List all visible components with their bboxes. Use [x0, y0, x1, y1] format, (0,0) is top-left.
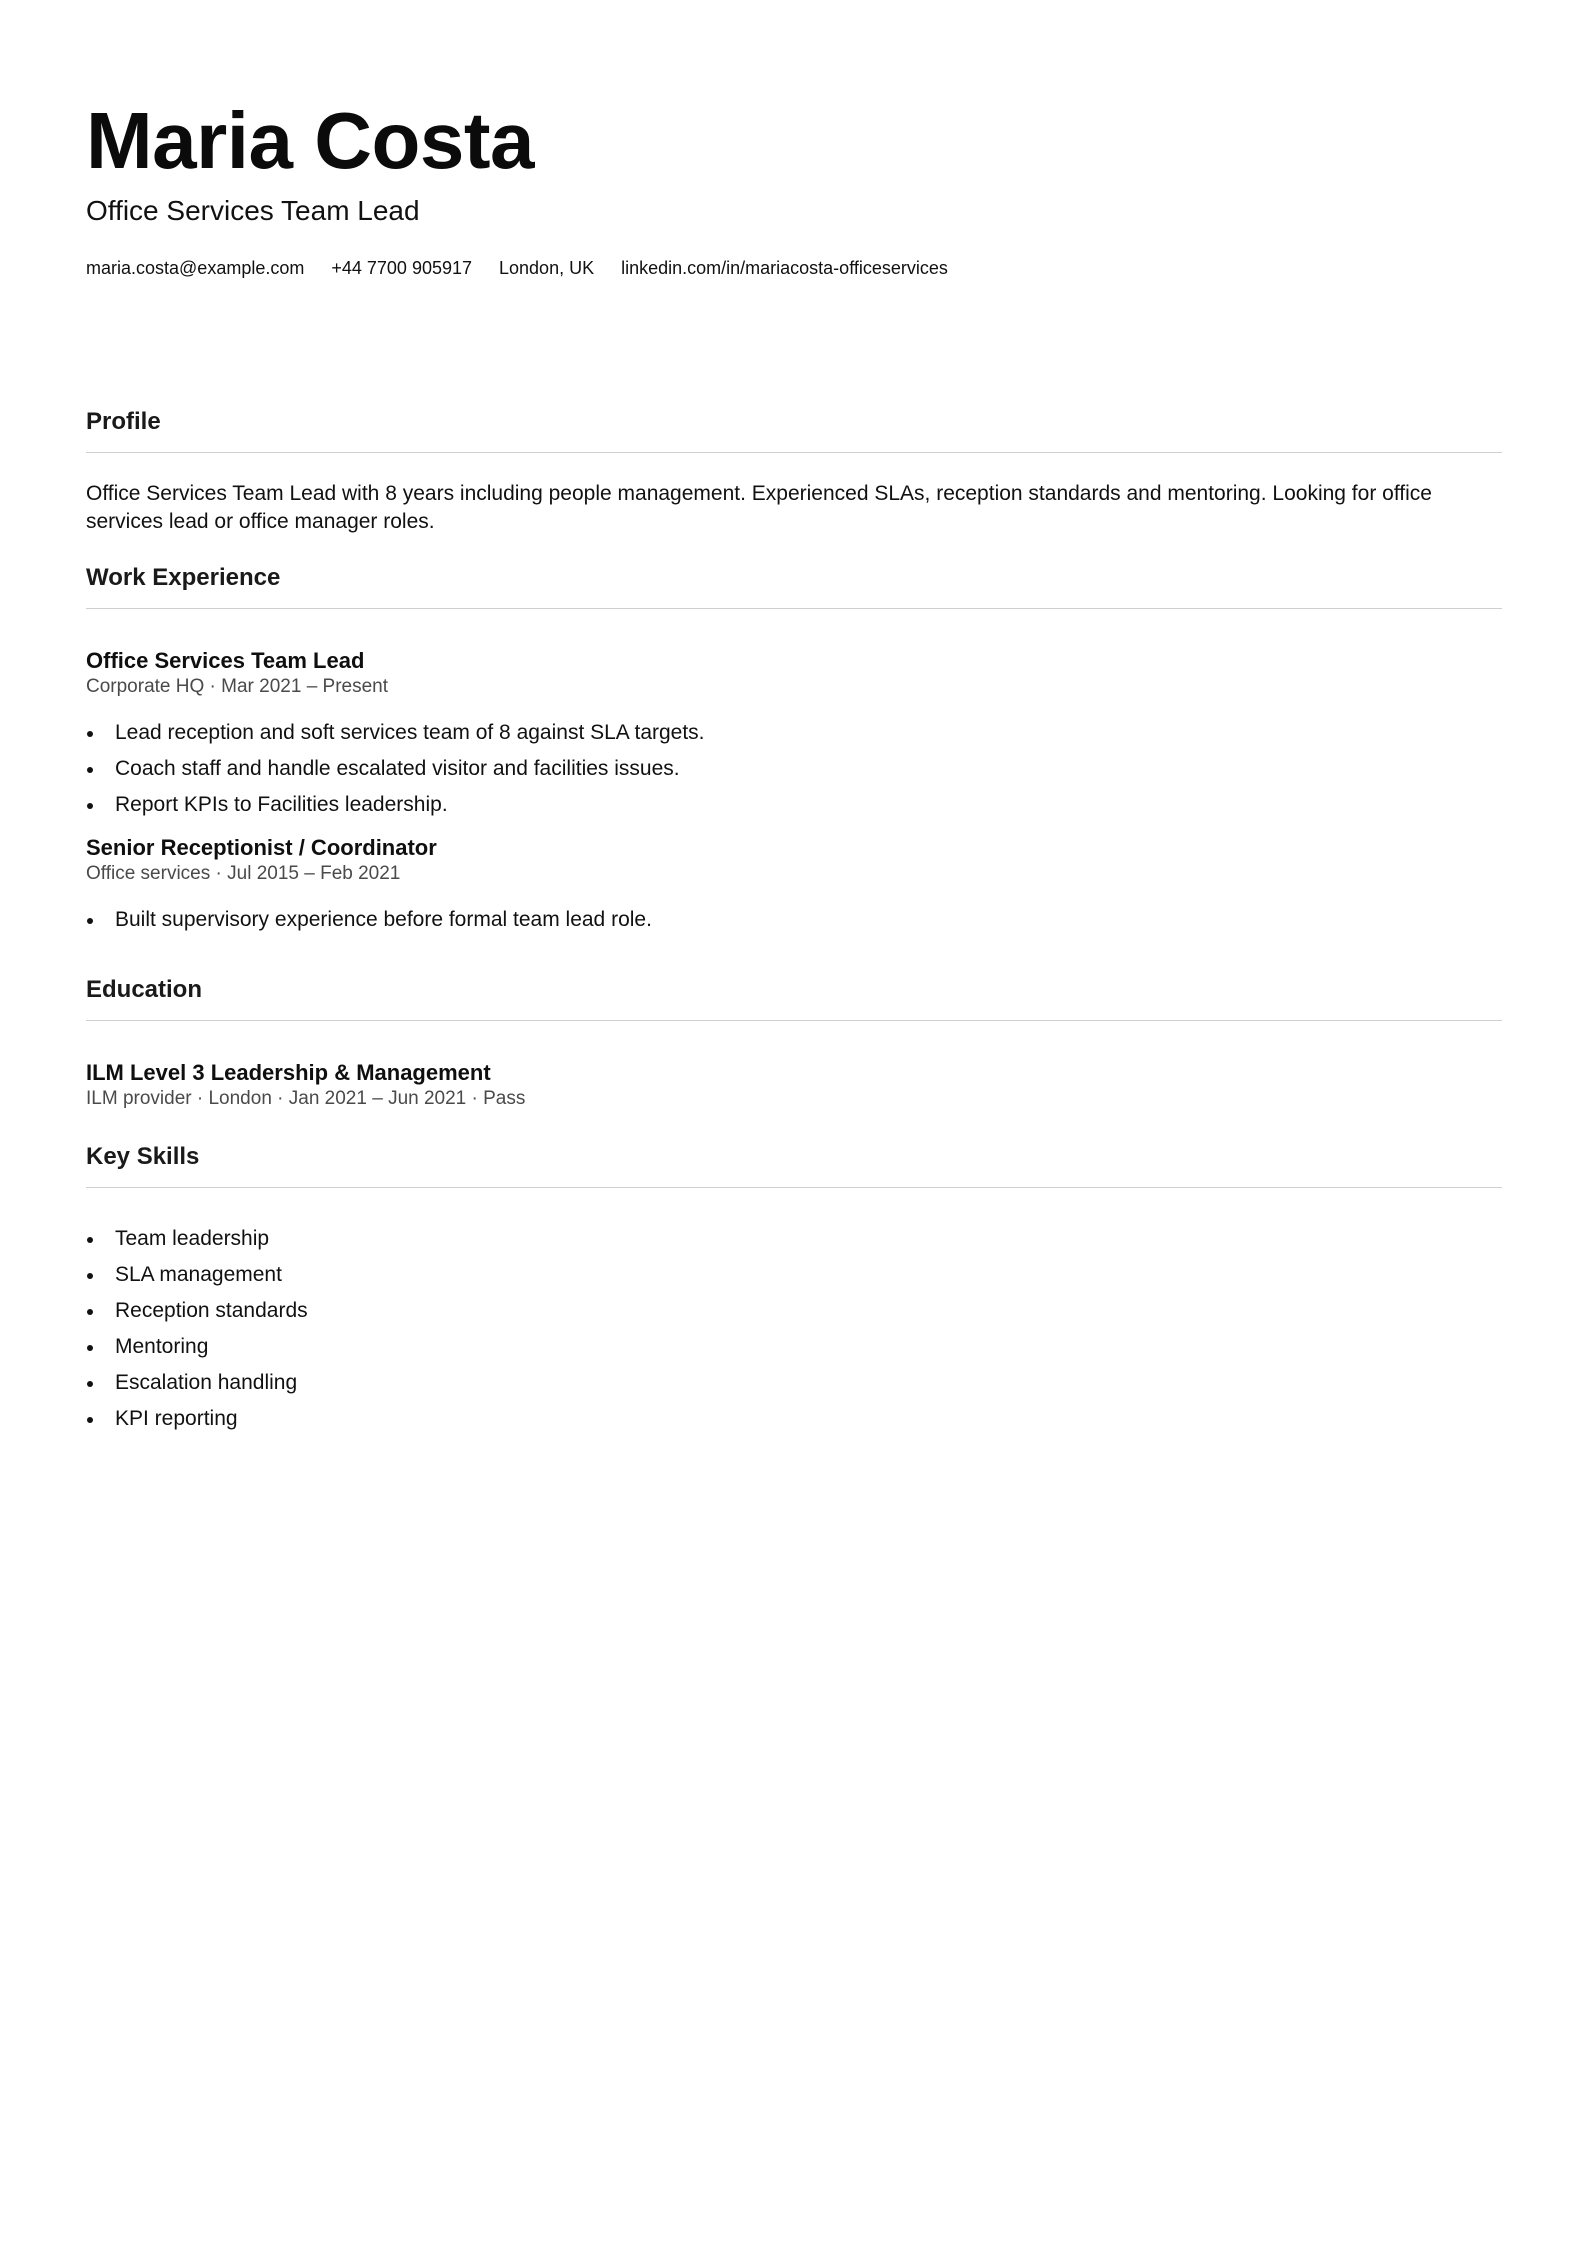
job-bullets	[86, 715, 1502, 823]
skill-item: Reception standards	[86, 1293, 1502, 1329]
job-bullet: Coach staff and handle escalated visitor and facilities issues.	[86, 751, 1502, 787]
skill-item: Mentoring	[86, 1329, 1502, 1365]
profile-section	[86, 407, 1502, 536]
job-meta: Corporate HQ · Mar 2021 – Present	[86, 676, 389, 697]
education-section	[86, 975, 1502, 1111]
skill-item: Escalation handling	[86, 1365, 1502, 1401]
job-bullet: Lead reception and soft services team of 8 against SLA targets.	[86, 715, 1502, 751]
education-qualification: ILM Level 3 Leadership & Management	[86, 1060, 491, 1085]
education-meta: ILM provider · London · Jan 2021 – Jun 2021 · Pass	[86, 1088, 526, 1109]
profile-summary: Office Services Team Lead with 8 years including people management. Experienced SLAs, reception standards and mentoring. Looking for office services lead or office manager roles.	[86, 482, 1432, 533]
section-title-experience: Work Experience	[86, 564, 281, 591]
education-entry	[86, 1059, 1502, 1111]
job-meta: Office services · Jul 2015 – Feb 2021	[86, 863, 401, 884]
section-title-education: Education	[86, 976, 203, 1003]
job-bullet: Built supervisory experience before formal team lead role.	[86, 902, 1502, 938]
section-divider	[86, 608, 1502, 609]
section-divider	[86, 1187, 1502, 1188]
skills-section	[86, 1142, 1502, 1437]
skill-item: KPI reporting	[86, 1401, 1502, 1437]
job-bullet: Report KPIs to Facilities leadership.	[86, 787, 1502, 823]
contact-email[interactable]: maria.costa@example.com	[86, 258, 305, 278]
job-title: Office Services Team Lead	[86, 648, 365, 673]
section-divider	[86, 452, 1502, 453]
skill-item: Team leadership	[86, 1221, 1502, 1257]
contact-info	[86, 257, 948, 279]
skills-list	[86, 1221, 1502, 1437]
section-title-skills: Key Skills	[86, 1143, 200, 1170]
job-entry	[86, 834, 1502, 938]
section-divider	[86, 1020, 1502, 1021]
section-title-profile: Profile	[86, 408, 161, 435]
candidate-headline: Office Services Team Lead	[86, 195, 420, 226]
contact-linkedin[interactable]: linkedin.com/in/mariacosta-officeservices	[621, 258, 948, 278]
job-entry	[86, 647, 1502, 823]
skill-item: SLA management	[86, 1257, 1502, 1293]
job-bullets	[86, 902, 1502, 938]
contact-phone[interactable]: +44 7700 905917	[331, 258, 473, 278]
experience-section	[86, 563, 1502, 938]
contact-location: London, UK	[499, 258, 595, 278]
candidate-name: Maria Costa	[86, 96, 534, 185]
job-title: Senior Receptionist / Coordinator	[86, 835, 437, 860]
